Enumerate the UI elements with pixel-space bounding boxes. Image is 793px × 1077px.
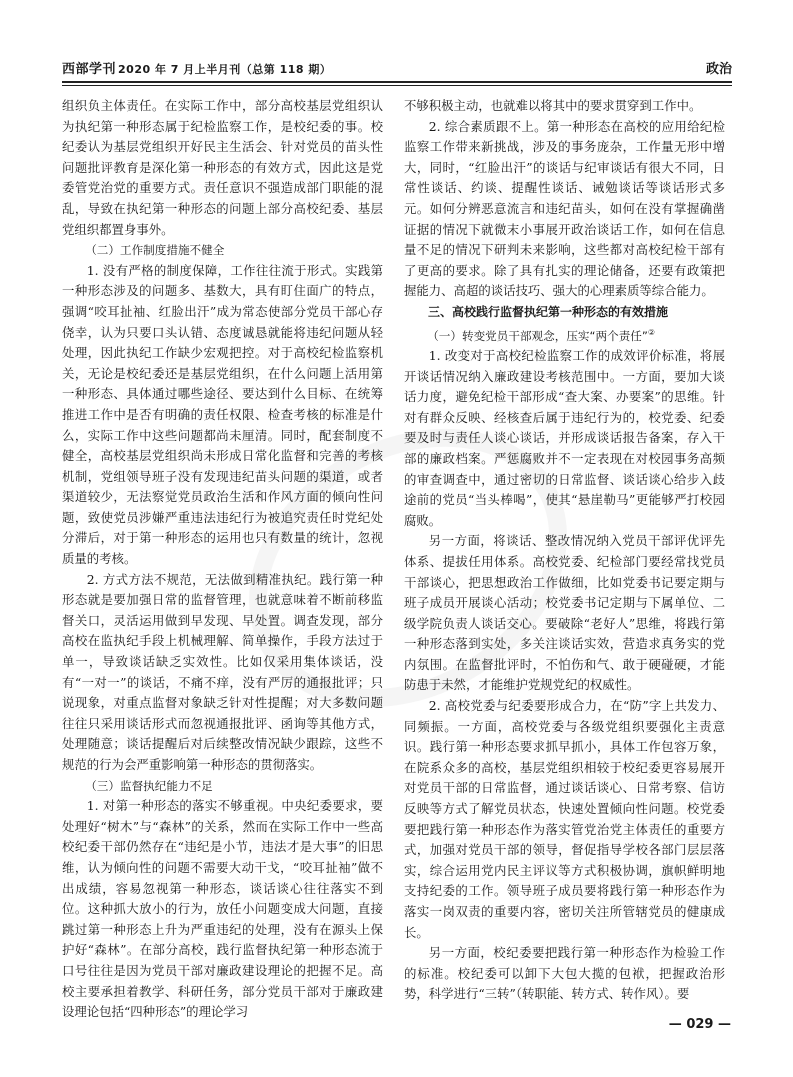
paragraph: 另一方面，将谈话、整改情况纳入党员干部评优评先体系、提拔任用体系。高校党委、纪检部门要经常找党员干部谈心，把思想政治工作做细，比如党委书记要定期与班子成员开展谈心活动；校党委书记定期与下属单位、二级学院负责人谈话交心。要破除“老好人”思维，将践行第一种形态落到实处，多关注谈话实效，营造求真务实的党内氛围。在监督批评时，不怕伤和气、敢于硬碰硬，才能防患于未然，才能维护党规党纪的权威性。 [404, 533, 725, 693]
header-rule [62, 81, 732, 83]
paragraph: 1. 没有严格的制度保障，工作往往流于形式。实践第一种形态涉及的问题多、基数大，具有盯住面广的特点，强调“咬耳扯袖、红脸出汗”成为常态使部分党员干部心存侥幸，认为只要口头认错、态度诚恳就能将违纪问题从轻处理，因此执纪工作缺少宏观把控。对于高校纪检监察机关，无论是校纪委还是基层党组织，在什么问题上活用第一种形态、具体通过哪些途径、要达到什么目标、在统筹推进工作中是否有明确的责任权限、检查考核的标准是什么，实际工作中这些问题都尚未厘清。同时，配套制度不健全，高校基层党组织尚未形成日常化监督和完善的考核机制，党组领导班子没有发现违纪苗头问题的渠道，或者渠道较少，无法察觉党员政治生活和作风方面的倾向性问题，致使党员涉嫌严重违法违纪行为被追究责任时党纪处分滞后，对于第一种形态的运用也只有数量的统计，忽视质量的考核。 [62, 262, 383, 567]
paragraph: 不够积极主动，也就难以将其中的要求贯穿到工作中。 [404, 98, 702, 113]
paragraph: 另一方面，校纪委要把践行第一种形态作为检验工作的标准。校纪委可以卸下大包大揽的包袱，把握政治形势，科学进行“三转”（转职能、转方式、转作风）。要 [404, 945, 725, 1002]
subsection-heading-text: （一）转变党员干部观念，压实“两个责任” [427, 328, 648, 343]
right-column [404, 96, 725, 1005]
paragraph: 1. 对第一种形态的落实不够重视。中央纪委要求，要处理好“树木”与“森林”的关系，然而在实际工作中一些高校纪委干部仍然存在“违纪是小节，违法才是大事”的旧思维，认为倾向性的问题不需要大动干戈，“咬耳扯袖”做不出成绩，容易忽视第一种形态，谈话谈心往往落实不到位。这种抓大放小的行为，放任小问题变成大问题，直接跳过第一种形态上升为严重违纪的处理，没有在源头上保护好“森林”。在部分高校，践行监督执纪第一种形态流于口号往往是因为党员干部对廉政建设理论的把握不足。高校主要承担着教学、科研任务，部分党员干部对于廉政建设理论包括“四种形态”的理论学习 [62, 798, 383, 1020]
paragraph: 组织负主体责任。在实际工作中，部分高校基层党组织认为执纪第一种形态属于纪检监察工作，是校纪委的事。校纪委认为基层党组织开好民主生活会、针对党员的苗头性问题批评教育是深化第一种形态的有效方式，因此这是党委管党治党的重要方式。责任意识不强造成部门职能的混乱，导致在执纪第一种形态的问题上部分高校纪委、基层党组织都置身事外。 [62, 98, 383, 237]
paragraph: 2. 高校党委与纪委要形成合力，在“防”字上共发力、同频振。一方面，高校党委与各级党组织要强化主责意识。践行第一种形态要求抓早抓小，具体工作包容万象，在院系众多的高校，基层党组织相较于校纪委更容易展开对党员干部的日常监督，通过谈话谈心、日常考察、信访反映等方式了解党员状态，快速处置倾向性问题。校党委要把践行第一种形态作为落实管党治党主体责任的重要方式，加强对党员干部的领导，督促指导学校各部门层层落实，综合运用党内民主评议等方式积极协调，旗帜鲜明地支持纪委的工作。领导班子成员要将践行第一种形态作为落实一岗双责的重要内容，密切关注所管辖党员的健康成长。 [404, 698, 725, 940]
issue-info: 2020 年 7 月上半月刊（总第 118 期） [118, 63, 332, 76]
paragraph: 2. 方式方法不规范，无法做到精准执纪。践行第一种形态就是要加强日常的监督管理，也就意味着不断前移监督关口，灵活运用做到早发现、早处置。调查发现，部分高校在监执纪手段上机械理解、简单操作，手段方法过于单一，导致谈话缺乏实效性。比如仅采用集体谈话，没有“一对一”的谈话，不痛不痒，没有严厉的通报批评；只说现象，对重点监督对象缺乏针对性提醒；对大多数问题往往只采用谈话形式而忽视通报批评、函询等其他方式，处理随意；谈话提醒后对后续整改情况缺少跟踪，这些不规范的行为会严重影响第一种形态的贯彻落实。 [62, 571, 383, 772]
subsection-heading [62, 776, 383, 797]
subsection-heading-text: （二）工作制度措施不健全 [85, 243, 225, 258]
paragraph: 1. 改变对于高校纪检监察工作的成效评价标准，将展开谈话情况纳入廉政建设考核范围中。一方面，要加大谈话力度，避免纪检干部形成“查大案、办要案”的思维。针对有群众反映、经核查后属于违纪行为的，校党委、纪委要及时与责任人谈心谈话，并形成谈话报告备案，存入干部的廉政档案。严惩腐败并不一定表现在对校园事务高频的审查调查中，通过密切的日常监督、谈话谈心给步入歧途前的党员“当头棒喝”，使其“悬崖勒马”更能够严打校园腐败。 [404, 347, 725, 528]
paragraph: 2. 综合素质跟不上。第一种形态在高校的应用给纪检监察工作带来新挑战，涉及的事务庞杂，工作量无形中增大，同时，“红脸出汗”的谈话与纪审谈话有很大不同，日常性谈话、约谈、提醒性谈话、诫勉谈话等谈话形式多元。如何分辨恶意流言和违纪苗头，如何在没有掌握确凿证据的情况下就微末小事展开政治谈话工作，如何在信息量不足的情况下研判未来影响，这些都对高校纪检干部有了更高的要求。除了具有扎实的理论储备，还要有政策把握能力、高超的谈话技巧、强大的心理素质等综合能力。 [404, 118, 725, 299]
journal-title: 西部学刊 2020 年 7 月上半月刊（总第 118 期） [62, 62, 332, 77]
subsection-heading [62, 240, 383, 261]
section-label: 政治 [705, 62, 732, 77]
page-number: — 029 — [668, 1017, 731, 1032]
page-header [62, 56, 732, 78]
subsection-heading [404, 323, 725, 346]
section-heading: 三、高校践行监督执纪第一种形态的有效措施 [428, 304, 669, 319]
left-column [62, 96, 383, 1023]
header-rule-thin [62, 85, 732, 86]
subsection-heading-text: （三）监督执纪能力不足 [85, 778, 213, 793]
footnote-marker: ② [647, 327, 656, 337]
